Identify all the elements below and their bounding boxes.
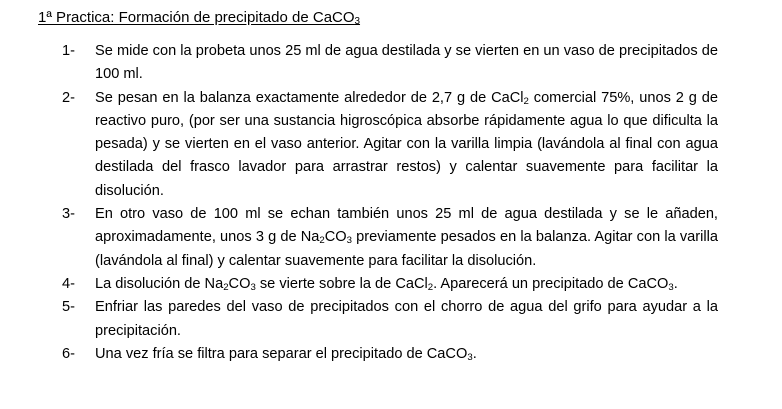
step-text-run: Se pesan en la balanza exactamente alrededor de 2,7 g de CaCl: [95, 89, 524, 106]
document-title: [38, 8, 360, 28]
step-text-run: Enfriar las paredes del vaso de precipitados con el chorro de agua del grifo para ayudar a la precipitación.: [95, 299, 718, 339]
procedure-steps-list: [62, 40, 718, 366]
procedure-step: [62, 343, 718, 366]
step-text-run: . Aparecerá un precipitado de CaCO: [433, 275, 669, 292]
procedure-step: [62, 273, 718, 296]
step-text-run: se vierte sobre la de CaCl: [255, 275, 428, 292]
chemical-subscript: 2: [223, 282, 229, 294]
step-text-run: CO: [324, 229, 347, 246]
chemical-subscript: 2: [427, 282, 434, 294]
step-text: [95, 343, 718, 366]
chemical-subscript: 2: [523, 95, 529, 107]
chemical-subscript: 3: [346, 235, 353, 247]
title-subscript: 3: [354, 16, 361, 28]
step-text-run: .: [472, 345, 477, 362]
step-text-run: La disolución de Na: [95, 275, 224, 292]
procedure-step: [62, 296, 718, 343]
step-text-run: En otro vaso de 100 ml se echan también unos 25 ml de agua destilada y se le añaden, aproximadamente, unos 3 g de Na: [95, 206, 718, 246]
step-text: [95, 40, 718, 87]
title-text: 1ª Practica: Formación de precipitado de CaCO: [38, 9, 355, 26]
step-number: 1-: [62, 43, 75, 59]
step-number: 5-: [62, 299, 75, 316]
step-text-run: previamente pesados en la balanza. Agitar con la varilla (lavándola al final) y calentar suavemente para facilitar la disolución.: [95, 229, 718, 269]
step-text: [95, 296, 718, 343]
step-number: 3-: [62, 206, 75, 223]
step-number: 2-: [62, 89, 75, 106]
procedure-step: [62, 87, 718, 203]
step-text-run: CO: [228, 275, 251, 292]
step-text-run: .: [673, 275, 678, 292]
procedure-step: [62, 203, 718, 273]
step-number: 4-: [62, 275, 75, 292]
step-text: [95, 87, 718, 203]
chemical-subscript: 3: [250, 282, 256, 294]
step-text: [95, 203, 718, 273]
procedure-step: [62, 40, 718, 87]
chemical-subscript: 3: [668, 282, 674, 294]
step-text-run: Se mide con la probeta unos 25 ml de agua destilada y se vierten en un vaso de precipitados de 100 ml.: [95, 43, 718, 83]
chemical-subscript: 3: [467, 351, 473, 363]
step-text: [95, 273, 718, 296]
step-text-run: Una vez fría se filtra para separar el precipitado de CaCO: [95, 345, 468, 362]
step-number: 6-: [62, 345, 75, 362]
chemical-subscript: 2: [319, 235, 325, 247]
step-text-run: comercial 75%, unos 2 g de reactivo puro, (por ser una sustancia higroscópica absorbe rápidamente agua lo que dificulta la pesada) y se vierten en el vaso anterior. Agitar con la varilla limpia (lavándola al final con agua destilada del frasco lavador para arrastrar restos) y calentar suavemente para facilitar la disolución.: [95, 89, 718, 199]
